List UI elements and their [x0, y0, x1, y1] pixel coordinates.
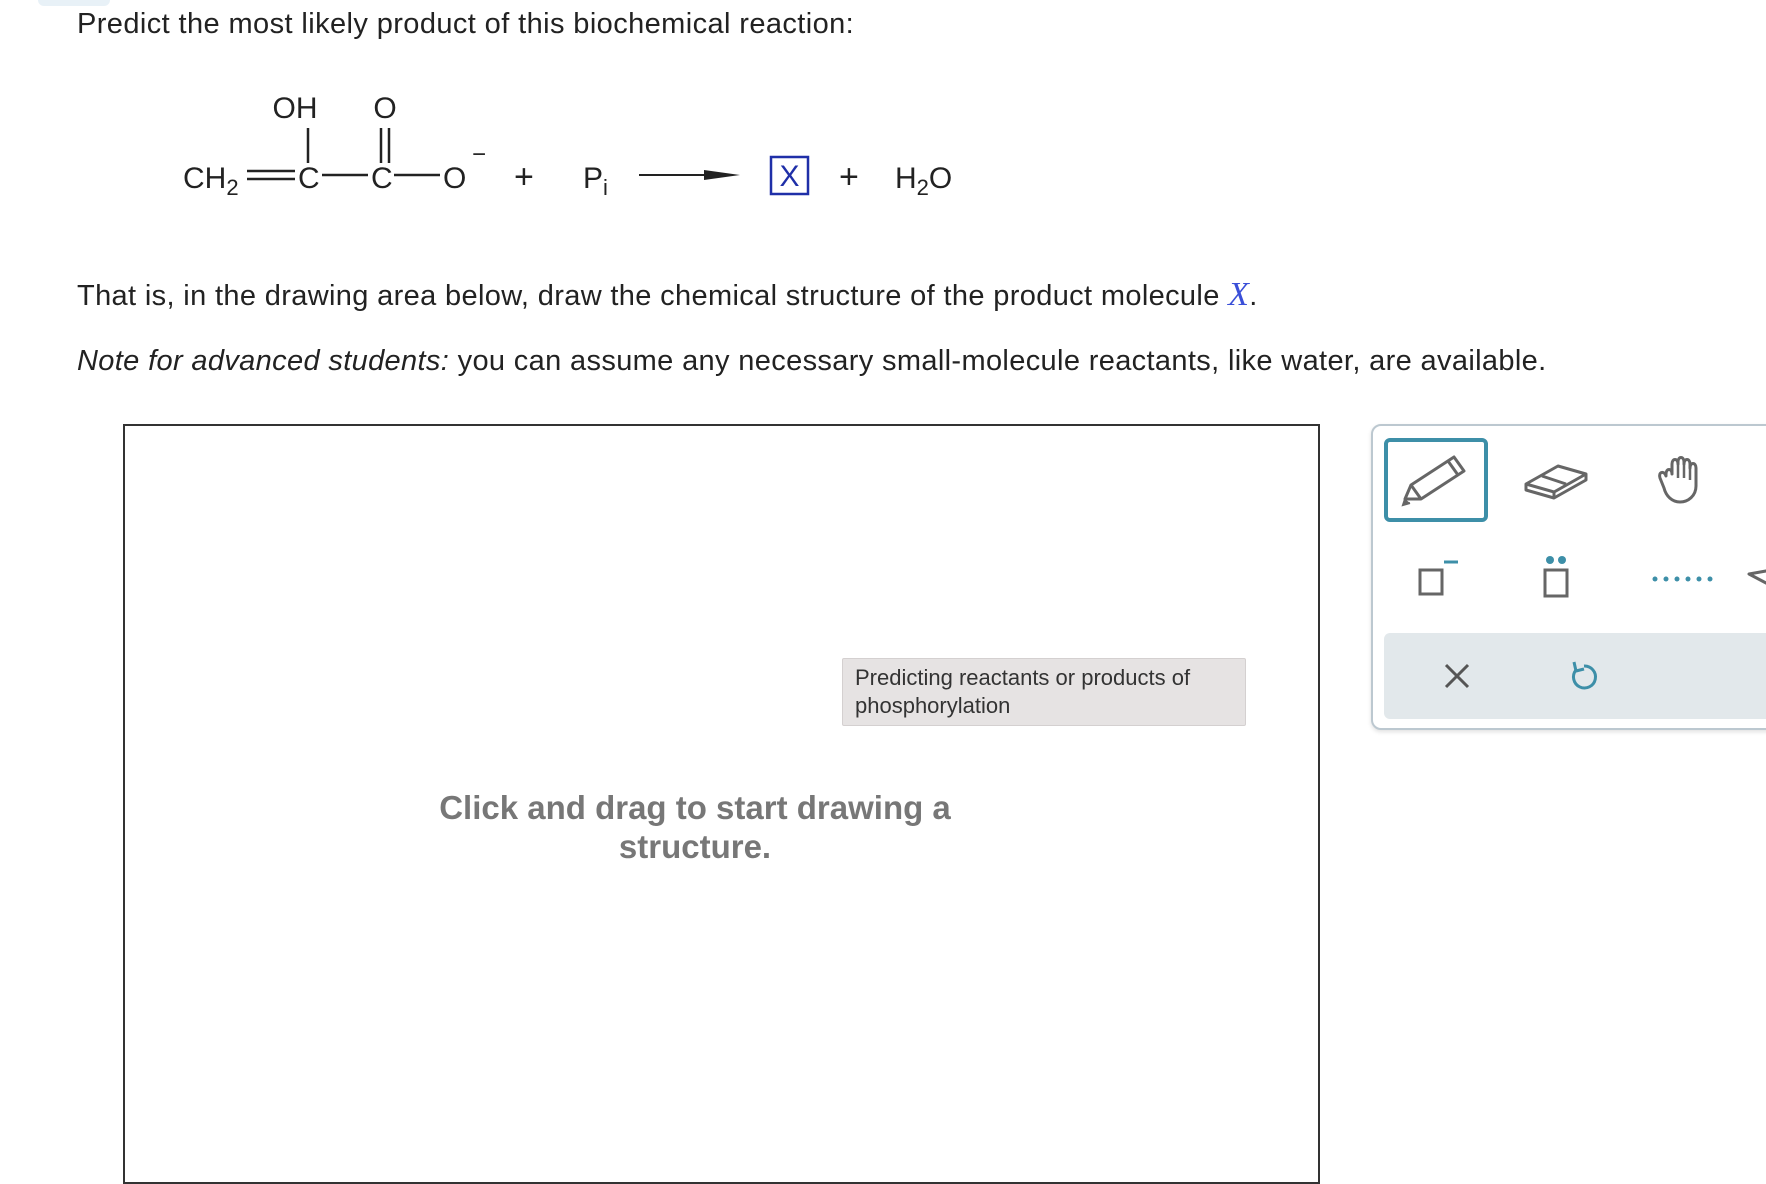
drawing-toolbar: [1371, 424, 1766, 730]
water-label: $H_2O$: [895, 162, 953, 200]
question-prompt: Predict the most likely product of this biochemical reaction:: [77, 8, 855, 40]
hand-tool-button[interactable]: [1630, 438, 1734, 522]
undo-icon: [1564, 656, 1604, 696]
clear-icon: [1437, 656, 1477, 696]
carboxylate-oxygen-label: O: [443, 162, 467, 195]
methylene-label: $CH_2$: [183, 162, 239, 200]
eraser-icon: [1516, 452, 1596, 508]
clear-button[interactable]: [1402, 633, 1512, 719]
undo-button[interactable]: [1529, 633, 1639, 719]
more-tools-button[interactable]: [1743, 536, 1766, 620]
topic-tooltip: Predicting reactants or products of phosphorylation: [842, 658, 1246, 726]
pencil-icon: [1391, 449, 1481, 511]
eraser-tool-button[interactable]: [1504, 438, 1608, 522]
reaction-scheme: [170, 80, 990, 230]
actions-bar: [1384, 633, 1766, 719]
canvas-hint: Click and drag to start drawing a structure.: [439, 789, 951, 865]
plus-sign-1: +: [514, 158, 534, 196]
redo-button[interactable]: [1694, 633, 1766, 719]
charge-tool-button[interactable]: [1384, 536, 1488, 620]
triangle-icon: [1743, 552, 1766, 604]
hydroxyl-label: OH: [272, 92, 318, 125]
top-tab-indicator: [38, 0, 110, 6]
carbonyl-oxygen-label: O: [373, 92, 397, 125]
negative-charge: −: [472, 141, 487, 168]
lone-pair-icon: [1526, 552, 1586, 604]
lone-pair-tool-button[interactable]: [1504, 536, 1608, 620]
unknown-product-label: X: [779, 160, 800, 193]
pencil-tool-button[interactable]: [1384, 438, 1488, 522]
instruction-text: That is, in the drawing area below, draw the chemical structure of the product molecule X.: [77, 276, 1258, 313]
product-variable: X: [1228, 276, 1250, 313]
plus-sign-2: +: [839, 158, 859, 196]
advanced-note-label: Note for advanced students:: [77, 345, 450, 377]
dots-icon: [1647, 552, 1717, 604]
charge-icon: [1406, 552, 1466, 604]
phosphate-label: $P_i$: [583, 162, 608, 200]
carbon-1-label: C: [298, 162, 320, 195]
redo-icon: [1754, 656, 1766, 696]
hand-icon: [1652, 450, 1712, 510]
dotted-bond-tool-button[interactable]: [1630, 536, 1734, 620]
drawing-canvas[interactable]: [123, 424, 1320, 1184]
carbon-2-label: C: [371, 162, 393, 195]
reaction-arrow-head: [704, 170, 740, 180]
advanced-note: Note for advanced students: you can assume any necessary small-molecule reactants, like water, are available.: [77, 345, 1547, 377]
